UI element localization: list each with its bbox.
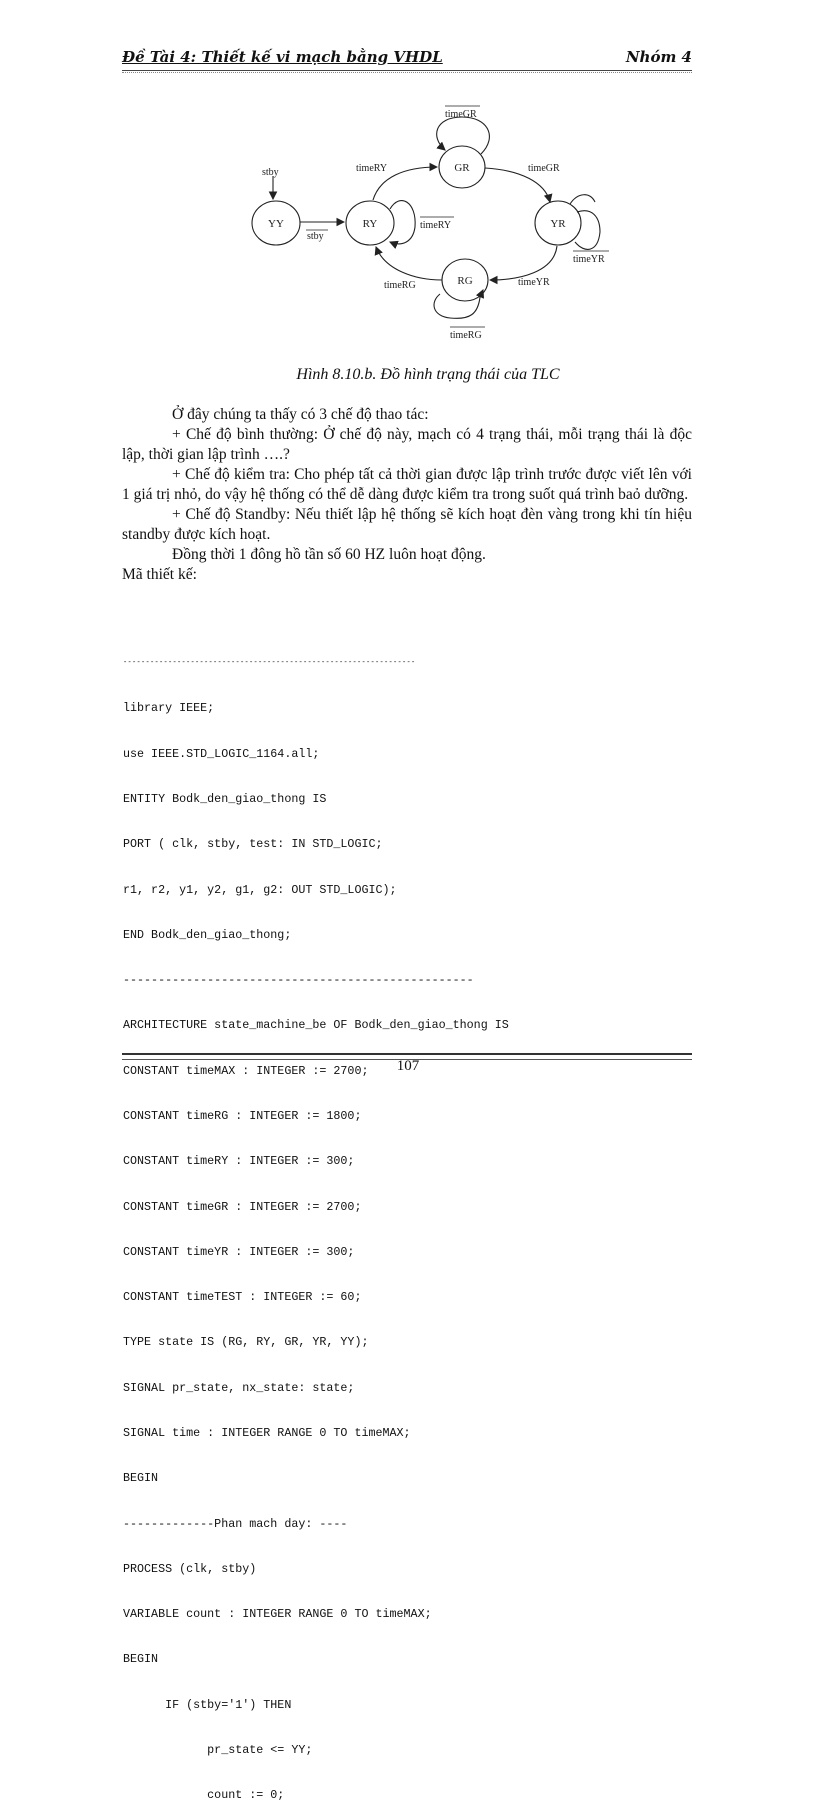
code-line: BEGIN xyxy=(123,1471,159,1486)
paragraph: Đồng thời 1 đông hồ tần số 60 HZ luôn hoạt động. xyxy=(172,546,486,563)
code-line: CONSTANT timeRY : INTEGER := 300; xyxy=(123,1154,355,1169)
transition-label: timeRY xyxy=(356,163,388,174)
transition-label: timeRG xyxy=(450,330,482,341)
code-line: ARCHITECTURE state_machine_be OF Bodk_den_giao_thong IS xyxy=(123,1018,509,1033)
paragraph: + Chế độ kiểm tra: Cho phép tất cả thời gian được lập trình trước được viết lên với 1 giá trị nhỏ, do vậy hệ thống có thể dễ dàng được kiểm tra trong suốt quá trình baỏ dưỡng. xyxy=(122,466,692,503)
code-line: pr_state <= YY; xyxy=(123,1742,313,1757)
code-line: IF (stby='1') THEN xyxy=(123,1697,292,1712)
code-line: library IEEE; xyxy=(123,701,215,716)
state-label: YY xyxy=(268,218,284,230)
code-line: PROCESS (clk, stby) xyxy=(123,1561,257,1576)
code-line: CONSTANT timeTEST : INTEGER := 60; xyxy=(123,1290,362,1305)
transition-label: timeRY xyxy=(420,220,452,231)
state-label: RY xyxy=(362,218,378,230)
code-line: ENTITY Bodk_den_giao_thong IS xyxy=(123,792,327,807)
page-number: 107 xyxy=(396,1058,420,1074)
code-line: use IEEE.STD_LOGIC_1164.all; xyxy=(123,746,320,761)
body-text xyxy=(122,405,692,585)
code-line: TYPE state IS (RG, RY, GR, YR, YY); xyxy=(123,1335,369,1350)
paragraph: Ở đây chúng ta thấy có 3 chế độ thao tác: xyxy=(172,406,429,423)
state-diagram xyxy=(240,92,620,352)
code-line: r1, r2, y1, y2, g1, g2: OUT STD_LOGIC); xyxy=(123,882,397,897)
code-line: VARIABLE count : INTEGER RANGE 0 TO timeMAX; xyxy=(123,1607,432,1622)
transition-label: timeRG xyxy=(384,280,416,291)
paragraph: + Chế độ Standby: Nếu thiết lập hệ thống sẽ kích hoạt đèn vàng trong khi tín hiệu standby được kích hoạt. xyxy=(122,506,692,543)
code-block xyxy=(123,626,693,1818)
code-line: ----------------------------------------------------------------- xyxy=(123,659,416,668)
code-line: END Bodk_den_giao_thong; xyxy=(123,927,292,942)
code-line: SIGNAL time : INTEGER RANGE 0 TO timeMAX; xyxy=(123,1425,411,1440)
transition-label: timeGR xyxy=(528,163,560,174)
transition-label: timeYR xyxy=(518,277,550,288)
figure-caption: Hình 8.10.b. Đồ hình trạng thái của TLC xyxy=(296,366,560,383)
code-line: PORT ( clk, stby, test: IN STD_LOGIC; xyxy=(123,837,383,852)
transition-label: stby xyxy=(262,167,279,178)
code-line: count := 0; xyxy=(123,1788,285,1803)
code-line: -------------------------------------------------- xyxy=(123,973,474,988)
transition-label: stby xyxy=(307,231,324,242)
page-header xyxy=(122,48,692,71)
header-rule xyxy=(122,72,692,73)
code-line: BEGIN xyxy=(123,1652,159,1667)
state-label: GR xyxy=(454,162,470,174)
transition-label: timeGR xyxy=(445,109,477,120)
code-line: CONSTANT timeMAX : INTEGER := 2700; xyxy=(123,1063,369,1078)
code-line: CONSTANT timeGR : INTEGER := 2700; xyxy=(123,1199,362,1214)
paragraph: Mã thiết kế: xyxy=(122,566,197,583)
code-line: CONSTANT timeYR : INTEGER := 300; xyxy=(123,1244,355,1259)
code-line: CONSTANT timeRG : INTEGER := 1800; xyxy=(123,1109,362,1123)
transition-label: timeYR xyxy=(573,254,605,265)
paragraph: + Chế độ bình thường: Ở chế độ này, mạch có 4 trạng thái, mỗi trạng thái là độc lập, thời gian lập trình ….? xyxy=(122,426,692,463)
code-line: SIGNAL pr_state, nx_state: state; xyxy=(123,1380,355,1395)
header-group: Nhóm 4 xyxy=(625,48,692,66)
state-label: RG xyxy=(457,275,473,287)
code-line: -------------Phan mach day: ---- xyxy=(123,1516,348,1531)
state-label: YR xyxy=(550,218,566,230)
header-title: Đề Tài 4: Thiết kế vi mạch bằng VHDL xyxy=(122,48,443,66)
